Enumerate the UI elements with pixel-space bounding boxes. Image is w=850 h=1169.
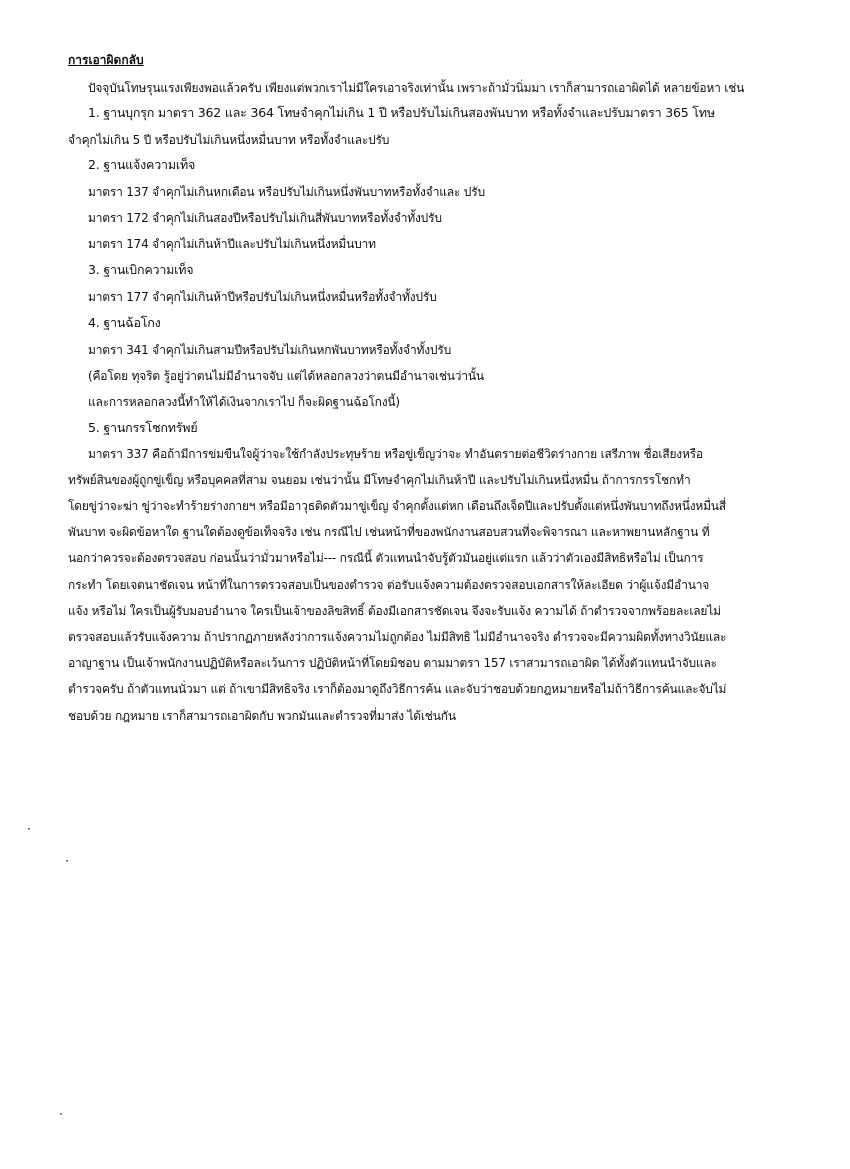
list-item-heading: 2. ฐานแจ้งความเท็จ [88, 157, 196, 172]
paragraph-line: ปัจจุบันโทษรุนแรงเพียงพอแล้วครับ เพียงแต่พวกเราไม่มีใครเอาจริงเท่านั้น เพราะถ้ามั่วนิ่มมา เราก็สามารถเอาผิดได้ หลายข้อหา เช่น [88, 81, 745, 95]
scan-speck [28, 828, 30, 830]
scan-speck [60, 1113, 62, 1115]
paragraph-line: และการหลอกลวงนี้ทำให้ได้เงินจากเราไป ก็จะผิดฐานฉ้อโกงนี้) [88, 395, 400, 409]
paragraph-line: ตำรวจครับ ถ้าตัวแทนนั่วมา แต่ ถ้าเขามีสิทธิจริง เราก็ต้องมาดูถึงวิธีการค้น และจับว่าชอบด้วยกฎหมายหรือไม่ถ้าวิธีการค้นและจับไม่ [68, 682, 727, 696]
paragraph-line: มาตรา 174 จำคุกไม่เกินห้าปีและปรับไม่เกินหนึ่งหมื่นบาท [88, 237, 376, 251]
list-item-heading: 5. ฐานกรรโชกทรัพย์ [88, 420, 198, 435]
scan-speck [66, 860, 68, 862]
list-item-heading: 3. ฐานเบิกความเท็จ [88, 262, 194, 277]
list-item-heading: 1. ฐานบุกรุก มาตรา 362 และ 364 โทษจำคุกไม่เกิน 1 ปี หรือปรับไม่เกินสองพันบาท หรือทั้งจำและปรับมาตรา 365 โทษ [88, 105, 715, 120]
paragraph-line: ทรัพย์สินของผู้ถูกขู่เข็ญ หรือบุคคลที่สาม จนยอม เช่นว่านั้น มีโทษจำคุกไม่เกินห้าปี และปรับไม่เกินหนึ่งหมื่น ถ้าการกรรโชกทำ [68, 473, 691, 487]
paragraph-line: ชอบด้วย กฎหมาย เราก็สามารถเอาผิดกับ พวกมันและตำรวจที่มาส่ง ได้เช่นกัน [68, 709, 456, 723]
document-title: การเอาผิดกลับ [68, 53, 144, 67]
paragraph-line: พันบาท จะผิดข้อหาใด ฐานใดต้องดูข้อเท็จจริง เช่น กรณีไป เช่นหน้าที่ของพนักงานสอบสวนที่จะพิจารณา และหาพยานหลักฐาน ที่ [68, 525, 710, 539]
paragraph-line: มาตรา 172 จำคุกไม่เกินสองปีหรือปรับไม่เกินสี่พันบาทหรือทั้งจำทั้งปรับ [88, 211, 442, 225]
paragraph-line: มาตรา 137 จำคุกไม่เกินหกเดือน หรือปรับไม่เกินหนึ่งพันบาทหรือทั้งจำและ ปรับ [88, 185, 485, 199]
paragraph-line: กระทำ โดยเจตนาชัดเจน หน้าที่ในการตรวจสอบเป็นของตำรวจ ต่อรับแจ้งความต้องตรวจสอบเอกสารให้ละเอียด ว่าผู้แจ้งมีอำนาจ [68, 578, 710, 592]
paragraph-line: (คือโดย ทุจริต รู้อยู่ว่าตนไม่มีอำนาจจับ แต่ได้หลอกลวงว่าตนมีอำนาจเช่นว่านั้น [88, 369, 484, 383]
paragraph-line: มาตรา 177 จำคุกไม่เกินห้าปีหรือปรับไม่เกินหนึ่งหมื่นหรือทั้งจำทั้งปรับ [88, 290, 437, 304]
paragraph-line: นอกว่าควรจะต้องตรวจสอบ ก่อนนั้นว่ามั่วมาหรือไม่--- กรณีนี้ ตัวแทนนำจับรู้ตัวมันอยู่แต่แรก แล้วว่าตัวเองมีสิทธิหรือไม่ เป็นการ [68, 551, 704, 565]
paragraph-line: มาตรา 341 จำคุกไม่เกินสามปีหรือปรับไม่เกินหกพันบาทหรือทั้งจำทั้งปรับ [88, 343, 451, 357]
paragraph-line: ตรวจสอบแล้วรับแจ้งความ ถ้าปรากฏภายหลังว่าการแจ้งความไม่ถูกต้อง ไม่มีสิทธิ ไม่มีอำนาจจริง ตำรวจจะมีความผิดทั้งทางวินัยและ [68, 630, 727, 644]
paragraph-line: มาตรา 337 คือถ้ามีการข่มขืนใจผู้ว่าจะใช้กำลังประทุษร้าย หรือขู่เข็ญว่าจะ ทำอันตรายต่อชีวิตร่างกาย เสรีภาพ ชื่อเสียงหรือ [88, 447, 703, 461]
paragraph-line: จำคุกไม่เกิน 5 ปี หรือปรับไม่เกินหนึ่งหมื่นบาท หรือทั้งจำและปรับ [68, 133, 390, 147]
paragraph-line: แจ้ง หรือไม่ ใครเป็นผู้รับมอบอำนาจ ใครเป็นเจ้าของลิขสิทธิ์ ต้องมีเอกสารชัดเจน จึงจะรับแจ้ง ความได้ ถ้าตำรวจจากพร้อยละเลยไม่ [68, 604, 721, 618]
list-item-heading: 4. ฐานฉ้อโกง [88, 315, 161, 330]
paragraph-line: อาญาฐาน เป็นเจ้าพนักงานปฏิบัติหรือละเว้นการ ปฏิบัติหน้าที่โดยมิชอบ ตามมาตรา 157 เราสามารถเอาผิด ได้ทั้งตัวแทนนำจับและ [68, 656, 717, 670]
paragraph-line: โดยขู่ว่าจะฆ่า ขู่ว่าจะทำร้ายร่างกายฯ หรือมีอาวุธติดตัวมาขู่เข็ญ จำคุกตั้งแต่หก เดือนถึงเจ็ดปีและปรับตั้งแต่หนึ่งพันบาทถึงหนึ่งหมื่นสี่ [68, 499, 726, 513]
